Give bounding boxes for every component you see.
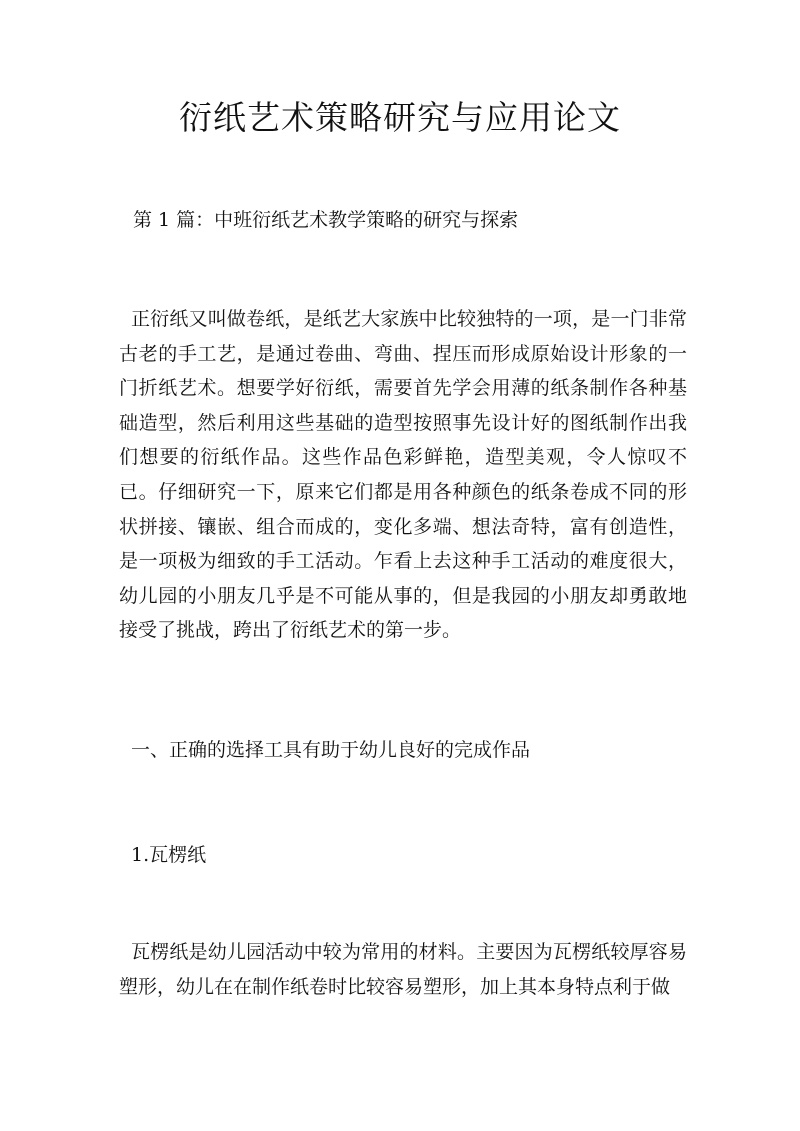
- paragraph-two: 瓦楞纸是幼儿园活动中较为常用的材料。主要因为瓦楞纸较厚容易塑形，幼儿在在制作纸卷时比较容易塑形，加上其本身特点利于做: [119, 941, 687, 998]
- section-title: 第 1 篇：中班衍纸艺术教学策略的研究与探索: [133, 209, 519, 231]
- intro-paragraph: 正衍纸又叫做卷纸，是纸艺大家族中比较独特的一项，是一门非常古老的手工艺，是通过卷曲、弯曲、捏压而形成原始设计形象的一门折纸艺术。想要学好衍纸，需要首先学会用薄的纸条制作各种基础造型，然后利用这些基础的造型按照事先设计好的图纸制作出我们想要的衍纸作品。这些作品色彩鲜艳，造型美观，令人惊叹不已。仔细研究一下，原来它们都是用各种颜色的纸条卷成不同的形状拼接、镶嵌、组合而成的，变化多端、想法奇特，富有创造性，是一项极为细致的手工活动。乍看上去这种手工活动的难度很大，幼儿园的小朋友几乎是不可能从事的，但是我园的小朋友却勇敢地接受了挑战，跨出了衍纸艺术的第一步。: [119, 308, 687, 642]
- heading-one: 一、正确的选择工具有助于幼儿良好的完成作品: [131, 739, 531, 761]
- subheading-one: 1.瓦楞纸: [131, 844, 207, 866]
- document-title: 衍纸艺术策略研究与应用论文: [179, 98, 621, 137]
